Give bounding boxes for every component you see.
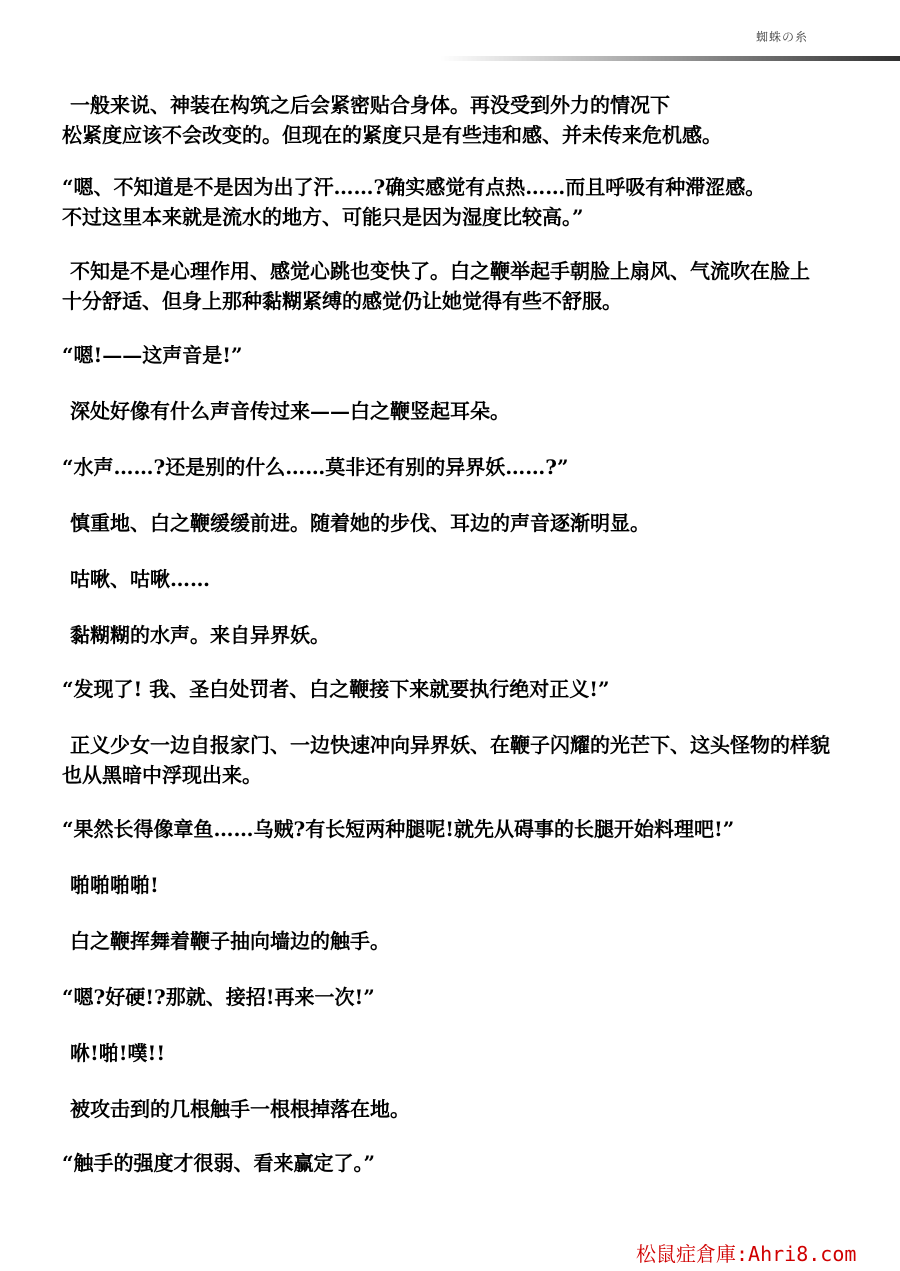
text-line: “嗯!——这声音是!” [62, 343, 243, 367]
text-line: 十分舒适、但身上那种黏糊紧缚的感觉仍让她觉得有些不舒服。 [62, 289, 622, 313]
text-line: “嗯、不知道是不是因为出了汗……?确实感觉有点热……而且呼吸有种滞涩感。 [62, 175, 766, 199]
text-line: 啪啪啪啪! [70, 873, 159, 897]
text-line: 黏糊糊的水声。来自异界妖。 [70, 623, 330, 647]
text-line: 一般来说、神装在构筑之后会紧密贴合身体。再没受到外力的情况下 [70, 93, 670, 117]
text-line: 白之鞭挥舞着鞭子抽向墙边的触手。 [70, 929, 390, 953]
text-line: “触手的强度才很弱、看来赢定了。” [62, 1151, 376, 1175]
text-line: 不知是不是心理作用、感觉心跳也变快了。白之鞭举起手朝脸上扇风、气流吹在脸上 [70, 259, 810, 283]
text-line: 不过这里本来就是流水的地方、可能只是因为湿度比较高。” [62, 205, 584, 229]
text-line: “果然长得像章鱼……乌贼?有长短两种腿呢!就先从碍事的长腿开始料理吧!” [62, 817, 735, 841]
running-header-title: 蜘蛛の糸 [755, 30, 808, 44]
text-line: 正义少女一边自报家门、一边快速冲向异界妖、在鞭子闪耀的光芒下、这头怪物的样貌 [70, 733, 830, 757]
text-line: 也从黑暗中浮现出来。 [62, 763, 262, 787]
text-line: “发现了! 我、圣白处罚者、白之鞭接下来就要执行绝对正义!” [62, 677, 610, 701]
text-line: “嗯?好硬!?那就、接招!再来一次!” [62, 985, 375, 1009]
text-line: 被攻击到的几根触手一根根掉落在地。 [70, 1097, 410, 1121]
text-line: 深处好像有什么声音传过来——白之鞭竖起耳朵。 [70, 399, 510, 423]
text-line: 咻!啪!噗!! [70, 1041, 166, 1065]
text-line: 咕啾、咕啾…… [70, 567, 210, 591]
text-line: 慎重地、白之鞭缓缓前进。随着她的步伐、耳边的声音逐渐明显。 [70, 511, 650, 535]
text-line: 松紧度应该不会改变的。但现在的紧度只是有些违和感、并未传来危机感。 [62, 123, 722, 147]
source-watermark: 松鼠症倉庫:Ahri8.com [636, 1242, 857, 1266]
text-line: “水声……?还是别的什么……莫非还有别的异界妖……?” [62, 455, 569, 479]
